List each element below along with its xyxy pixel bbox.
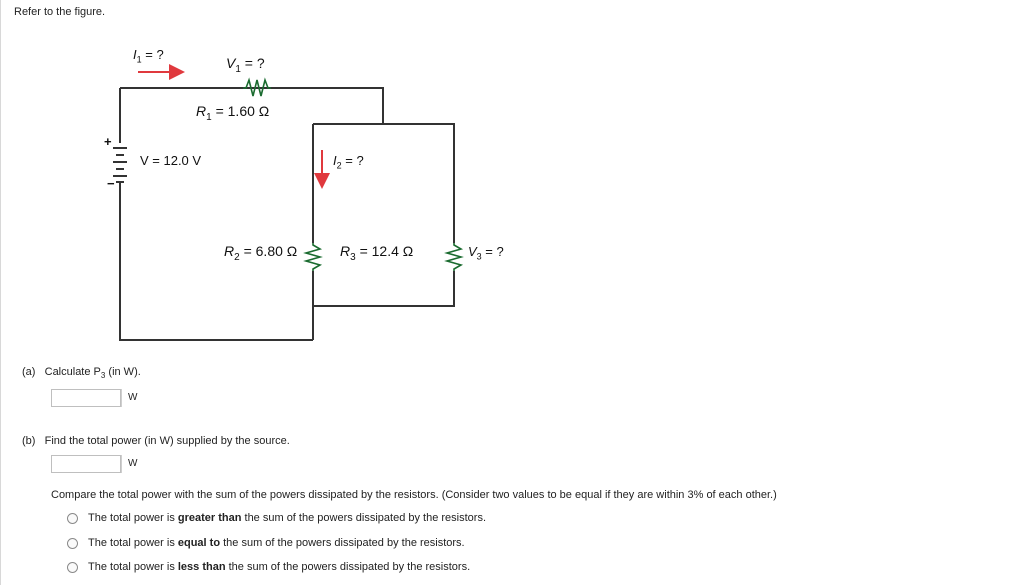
r2-label: $R_2 = 6.80$ Ω bbox=[224, 243, 298, 263]
part-a-question: (a) Calculate $P_3$ (in W). bbox=[22, 366, 141, 381]
option-text: The total power is greater than the sum of the powers dissipated by the resistors. bbox=[88, 512, 487, 524]
option-less-than[interactable] bbox=[67, 561, 470, 573]
battery-minus-label: − bbox=[107, 176, 115, 191]
r2-resistor-icon bbox=[306, 243, 320, 271]
r3-resistor-icon bbox=[447, 243, 461, 271]
part-b-question: (b) Find the total power (in W) supplied by the source. bbox=[22, 435, 290, 447]
wire-inner bbox=[313, 124, 454, 306]
battery-plus-label: + bbox=[104, 134, 112, 149]
source-voltage-label: V = 12.0 V bbox=[140, 153, 202, 168]
intro-text: Refer to the figure. bbox=[14, 6, 106, 18]
option-equal-to[interactable] bbox=[67, 537, 465, 549]
battery-icon bbox=[113, 148, 127, 182]
part-a-unit: W bbox=[121, 389, 135, 407]
compare-instructions: Compare the total power with the sum of the powers dissipated by the resistors. (Consider two values to be equal if they are within 3% of each other.) bbox=[51, 489, 777, 501]
radio-button[interactable] bbox=[67, 538, 78, 549]
r3-label: $R_3 = 12.4$ Ω bbox=[340, 243, 414, 263]
part-a-answer-input[interactable] bbox=[51, 389, 121, 407]
r1-label: $R_1 = 1.60$ Ω bbox=[196, 103, 270, 123]
option-greater-than[interactable] bbox=[67, 512, 486, 524]
i1-label: $I_1$ = ? bbox=[133, 47, 164, 65]
part-b-answer-input[interactable] bbox=[51, 455, 121, 473]
i2-label: $I_2$ = ? bbox=[333, 153, 364, 171]
option-text: The total power is less than the sum of the powers dissipated by the resistors. bbox=[88, 561, 471, 573]
v3-label: $V_3$ = ? bbox=[468, 244, 504, 262]
v1-label: $V_1$ = ? bbox=[226, 55, 265, 75]
option-text: The total power is equal to the sum of the powers dissipated by the resistors. bbox=[88, 537, 465, 549]
radio-button[interactable] bbox=[67, 562, 78, 573]
part-b-unit: W bbox=[121, 455, 135, 473]
radio-button[interactable] bbox=[67, 513, 78, 524]
